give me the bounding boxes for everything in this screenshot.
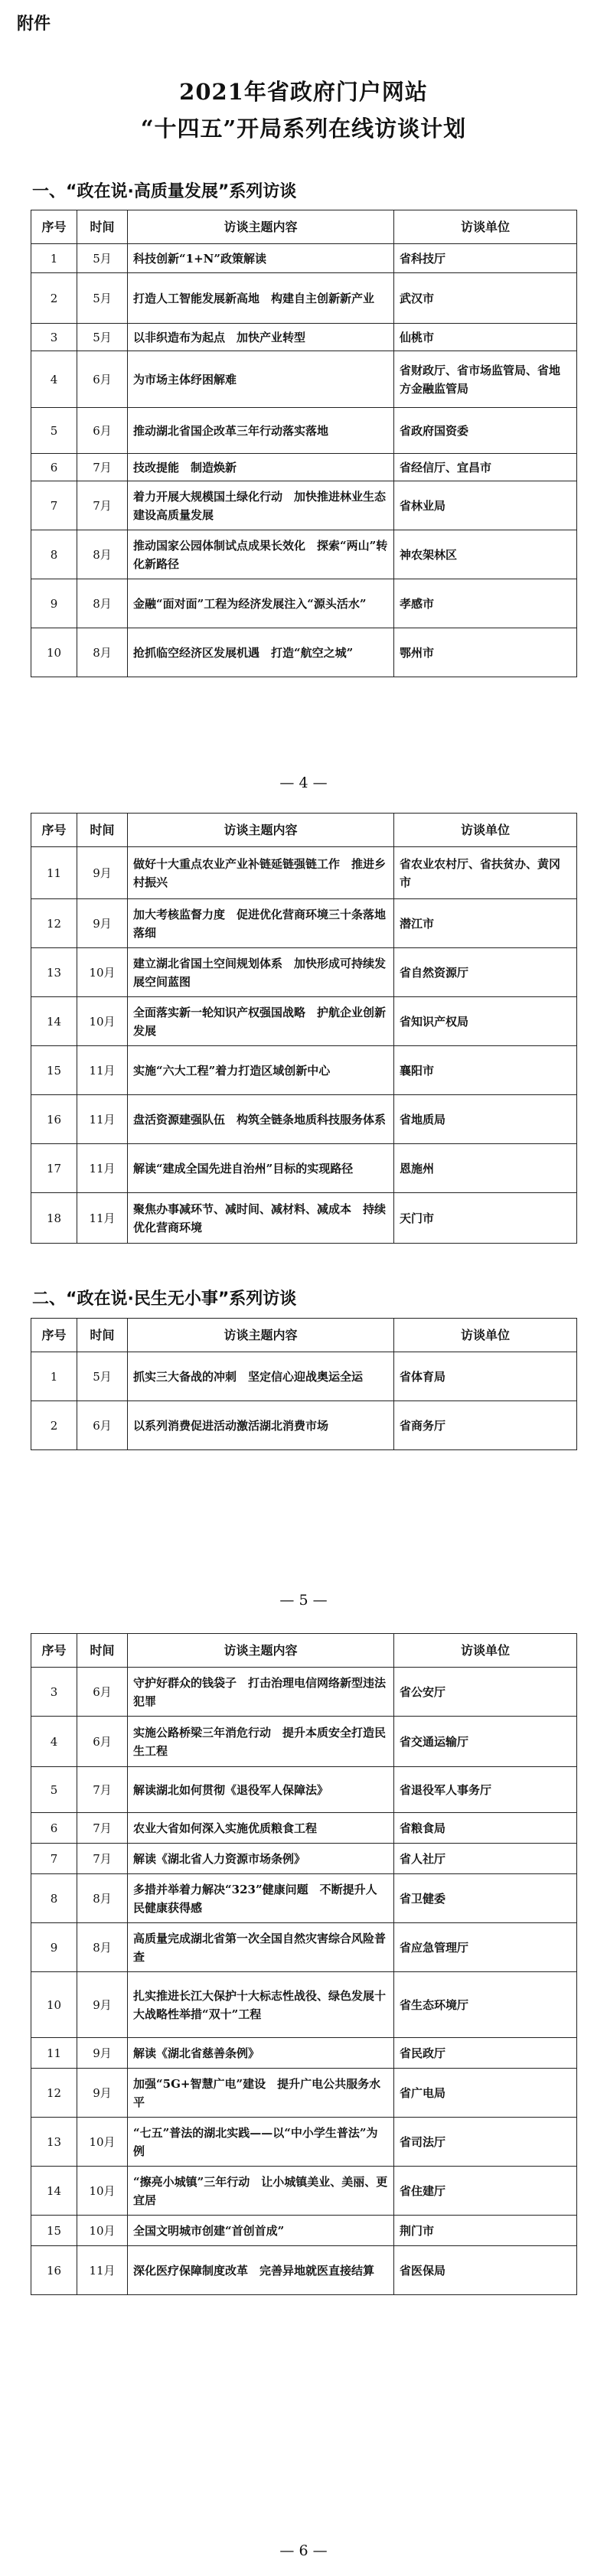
table-row xyxy=(31,1095,577,1144)
row-topic: 金融“面对面”工程为经济发展注入“源头活水” xyxy=(128,579,394,628)
table-row xyxy=(31,1401,577,1450)
row-time: 11月 xyxy=(77,1193,128,1244)
table-row xyxy=(31,1813,577,1844)
row-no: 4 xyxy=(31,1717,77,1767)
header-unit: 访谈单位 xyxy=(394,1319,577,1352)
table-row xyxy=(31,2167,577,2216)
row-topic: 加大考核监督力度 促进优化营商环境三十条落地落细 xyxy=(128,899,394,948)
row-no: 15 xyxy=(31,2216,77,2246)
row-time: 8月 xyxy=(77,530,128,579)
row-topic: 解读湖北如何贯彻《退役军人保障法》 xyxy=(128,1767,394,1813)
row-time: 9月 xyxy=(77,1972,128,2038)
row-topic: 实施公路桥梁三年消危行动 提升本质安全打造民生工程 xyxy=(128,1717,394,1767)
row-unit: 省体育局 xyxy=(394,1352,577,1401)
header-time: 时间 xyxy=(77,814,128,847)
table-row xyxy=(31,1923,577,1972)
row-no: 14 xyxy=(31,2167,77,2216)
row-no: 15 xyxy=(31,1046,77,1095)
page-number: — 6 — xyxy=(279,2542,328,2559)
row-unit: 恩施州 xyxy=(394,1144,577,1193)
row-topic: 解读《湖北省人力资源市场条例》 xyxy=(128,1844,394,1874)
table-row xyxy=(31,2069,577,2118)
schedule-table xyxy=(31,1318,577,1450)
row-unit: 鄂州市 xyxy=(394,628,577,677)
row-no: 12 xyxy=(31,899,77,948)
row-unit: 省公安厅 xyxy=(394,1668,577,1717)
header-time: 时间 xyxy=(77,1634,128,1668)
row-topic: 为市场主体纾困解难 xyxy=(128,351,394,408)
row-topic: 推动湖北省国企改革三年行动落实落地 xyxy=(128,408,394,454)
row-unit: 武汉市 xyxy=(394,273,577,324)
table-row xyxy=(31,324,577,351)
row-topic: 守护好群众的钱袋子 打击治理电信网络新型违法犯罪 xyxy=(128,1668,394,1717)
row-unit: 省退役军人事务厅 xyxy=(394,1767,577,1813)
table-row xyxy=(31,1193,577,1244)
row-no: 2 xyxy=(31,273,77,324)
header-no: 序号 xyxy=(31,210,77,244)
row-time: 8月 xyxy=(77,1874,128,1923)
row-no: 3 xyxy=(31,324,77,351)
row-topic: 高质量完成湖北省第一次全国自然灾害综合风险普查 xyxy=(128,1923,394,1972)
row-time: 6月 xyxy=(77,1717,128,1767)
row-unit: 省卫健委 xyxy=(394,1874,577,1923)
row-time: 9月 xyxy=(77,899,128,948)
table-row xyxy=(31,628,577,677)
row-unit: 省民政厅 xyxy=(394,2038,577,2069)
table-row xyxy=(31,2038,577,2069)
header-time: 时间 xyxy=(77,210,128,244)
row-no: 4 xyxy=(31,351,77,408)
row-unit: 省经信厅、宜昌市 xyxy=(394,454,577,481)
row-topic: 建立湖北省国土空间规划体系 加快形成可持续发展空间蓝图 xyxy=(128,948,394,997)
row-unit: 神农架林区 xyxy=(394,530,577,579)
header-topic: 访谈主题内容 xyxy=(128,1319,394,1352)
row-topic: 实施“六大工程”着力打造区域创新中心 xyxy=(128,1046,394,1095)
table-row xyxy=(31,1844,577,1874)
table-row xyxy=(31,481,577,530)
header-no: 序号 xyxy=(31,1634,77,1668)
row-time: 11月 xyxy=(77,1144,128,1193)
table-row xyxy=(31,1717,577,1767)
row-time: 7月 xyxy=(77,454,128,481)
row-no: 16 xyxy=(31,1095,77,1144)
table-row xyxy=(31,1352,577,1401)
schedule-table xyxy=(31,210,577,677)
table-row xyxy=(31,1668,577,1717)
row-time: 5月 xyxy=(77,244,128,273)
row-time: 5月 xyxy=(77,273,128,324)
row-unit: 省粮食局 xyxy=(394,1813,577,1844)
row-unit: 省政府国资委 xyxy=(394,408,577,454)
header-unit: 访谈单位 xyxy=(394,1634,577,1668)
header-time: 时间 xyxy=(77,1319,128,1352)
attachment-label: 附件 xyxy=(17,15,51,34)
table-row xyxy=(31,454,577,481)
row-unit: 省农业农村厅、省扶贫办、黄冈市 xyxy=(394,847,577,899)
table-row xyxy=(31,1972,577,2038)
row-unit: 省科技厅 xyxy=(394,244,577,273)
row-unit: 省自然资源厅 xyxy=(394,948,577,997)
row-no: 6 xyxy=(31,454,77,481)
row-no: 17 xyxy=(31,1144,77,1193)
row-topic: 解读“建成全国先进自治州”目标的实现路径 xyxy=(128,1144,394,1193)
row-topic: 扎实推进长江大保护十大标志性战役、绿色发展十大战略性举措“双十”工程 xyxy=(128,1972,394,2038)
row-time: 11月 xyxy=(77,1046,128,1095)
row-topic: 以非织造布为起点 加快产业转型 xyxy=(128,324,394,351)
row-time: 6月 xyxy=(77,1668,128,1717)
table-row xyxy=(31,899,577,948)
row-time: 10月 xyxy=(77,997,128,1046)
row-topic: 加强“5G+智慧广电”建设 提升广电公共服务水平 xyxy=(128,2069,394,2118)
header-topic: 访谈主题内容 xyxy=(128,814,394,847)
row-time: 7月 xyxy=(77,481,128,530)
schedule-table xyxy=(31,813,577,1244)
row-time: 7月 xyxy=(77,1813,128,1844)
row-unit: 省司法厅 xyxy=(394,2118,577,2167)
row-unit: 省人社厅 xyxy=(394,1844,577,1874)
row-time: 9月 xyxy=(77,2038,128,2069)
row-no: 7 xyxy=(31,1844,77,1874)
page-title-line2: “十四五”开局系列在线访谈计划 xyxy=(140,116,467,142)
row-time: 5月 xyxy=(77,1352,128,1401)
row-time: 11月 xyxy=(77,1095,128,1144)
table-row xyxy=(31,2246,577,2295)
row-topic: “擦亮小城镇”三年行动 让小城镇美业、美丽、更宜居 xyxy=(128,2167,394,2216)
table-row xyxy=(31,1874,577,1923)
table-header-row xyxy=(31,210,577,244)
row-time: 6月 xyxy=(77,351,128,408)
row-no: 8 xyxy=(31,530,77,579)
row-unit: 省财政厅、省市场监管局、省地方金融监管局 xyxy=(394,351,577,408)
row-unit: 省林业局 xyxy=(394,481,577,530)
row-time: 6月 xyxy=(77,408,128,454)
row-unit: 仙桃市 xyxy=(394,324,577,351)
row-topic: 全面落实新一轮知识产权强国战略 护航企业创新发展 xyxy=(128,997,394,1046)
section1-title: 一、“政在说·高质量发展”系列访谈 xyxy=(32,182,297,201)
header-unit: 访谈单位 xyxy=(394,814,577,847)
row-no: 14 xyxy=(31,997,77,1046)
table-row xyxy=(31,351,577,408)
row-topic: 做好十大重点农业产业补链延链强链工作 推进乡村振兴 xyxy=(128,847,394,899)
header-topic: 访谈主题内容 xyxy=(128,1634,394,1668)
row-topic: 科技创新“1+N”政策解读 xyxy=(128,244,394,273)
row-no: 9 xyxy=(31,1923,77,1972)
table-row xyxy=(31,579,577,628)
row-time: 9月 xyxy=(77,2069,128,2118)
table-header-row xyxy=(31,814,577,847)
page-number: — 5 — xyxy=(279,1592,328,1609)
row-unit: 省医保局 xyxy=(394,2246,577,2295)
table-row xyxy=(31,847,577,899)
row-no: 1 xyxy=(31,1352,77,1401)
row-no: 5 xyxy=(31,408,77,454)
row-time: 10月 xyxy=(77,2167,128,2216)
row-no: 3 xyxy=(31,1668,77,1717)
row-no: 7 xyxy=(31,481,77,530)
row-time: 7月 xyxy=(77,1767,128,1813)
table-row xyxy=(31,2118,577,2167)
row-no: 18 xyxy=(31,1193,77,1244)
row-topic: 以系列消费促进活动激活湖北消费市场 xyxy=(128,1401,394,1450)
table-row xyxy=(31,530,577,579)
table-row xyxy=(31,1046,577,1095)
row-unit: 襄阳市 xyxy=(394,1046,577,1095)
row-topic: 推动国家公园体制试点成果长效化 探索“两山”转化新路径 xyxy=(128,530,394,579)
table-header-row xyxy=(31,1319,577,1352)
header-no: 序号 xyxy=(31,1319,77,1352)
row-unit: 天门市 xyxy=(394,1193,577,1244)
row-topic: 着力开展大规模国土绿化行动 加快推进林业生态建设高质量发展 xyxy=(128,481,394,530)
row-time: 10月 xyxy=(77,2118,128,2167)
row-topic: 深化医疗保障制度改革 完善异地就医直接结算 xyxy=(128,2246,394,2295)
row-topic: 解读《湖北省慈善条例》 xyxy=(128,2038,394,2069)
row-topic: 技改提能 制造焕新 xyxy=(128,454,394,481)
page-title-line1: 2021年省政府门户网站 xyxy=(179,79,428,105)
table-header-row xyxy=(31,1634,577,1668)
row-time: 8月 xyxy=(77,628,128,677)
row-no: 10 xyxy=(31,628,77,677)
row-topic: 多措并举着力解决“323”健康问题 不断提升人民健康获得感 xyxy=(128,1874,394,1923)
row-time: 10月 xyxy=(77,2216,128,2246)
row-no: 1 xyxy=(31,244,77,273)
row-topic: 抓实三大备战的冲刺 坚定信心迎战奥运全运 xyxy=(128,1352,394,1401)
row-time: 9月 xyxy=(77,847,128,899)
row-unit: 荆门市 xyxy=(394,2216,577,2246)
row-time: 5月 xyxy=(77,324,128,351)
row-topic: 抢抓临空经济区发展机遇 打造“航空之城” xyxy=(128,628,394,677)
table-row xyxy=(31,997,577,1046)
header-unit: 访谈单位 xyxy=(394,210,577,244)
row-time: 7月 xyxy=(77,1844,128,1874)
row-unit: 省广电局 xyxy=(394,2069,577,2118)
row-no: 10 xyxy=(31,1972,77,2038)
row-topic: 盘活资源建强队伍 构筑全链条地质科技服务体系 xyxy=(128,1095,394,1144)
row-unit: 省应急管理厅 xyxy=(394,1923,577,1972)
row-time: 11月 xyxy=(77,2246,128,2295)
row-topic: 农业大省如何深入实施优质粮食工程 xyxy=(128,1813,394,1844)
row-topic: 聚焦办事减环节、减时间、减材料、减成本 持续优化营商环境 xyxy=(128,1193,394,1244)
row-unit: 省生态环境厅 xyxy=(394,1972,577,2038)
page-number: — 4 — xyxy=(279,774,328,791)
row-no: 9 xyxy=(31,579,77,628)
table-row xyxy=(31,408,577,454)
row-unit: 省商务厅 xyxy=(394,1401,577,1450)
row-unit: 省地质局 xyxy=(394,1095,577,1144)
table-row xyxy=(31,948,577,997)
row-no: 16 xyxy=(31,2246,77,2295)
row-unit: 省知识产权局 xyxy=(394,997,577,1046)
row-unit: 孝感市 xyxy=(394,579,577,628)
header-topic: 访谈主题内容 xyxy=(128,210,394,244)
row-no: 13 xyxy=(31,948,77,997)
row-topic: “七五”普法的湖北实践——以“中小学生普法”为例 xyxy=(128,2118,394,2167)
table-row xyxy=(31,1144,577,1193)
row-time: 10月 xyxy=(77,948,128,997)
row-no: 8 xyxy=(31,1874,77,1923)
row-time: 6月 xyxy=(77,1401,128,1450)
row-no: 12 xyxy=(31,2069,77,2118)
row-unit: 省交通运输厅 xyxy=(394,1717,577,1767)
table-row xyxy=(31,1767,577,1813)
row-no: 2 xyxy=(31,1401,77,1450)
row-time: 8月 xyxy=(77,1923,128,1972)
row-no: 5 xyxy=(31,1767,77,1813)
table-row xyxy=(31,2216,577,2246)
row-no: 11 xyxy=(31,2038,77,2069)
row-topic: 全国文明城市创建“首创首成” xyxy=(128,2216,394,2246)
table-row xyxy=(31,244,577,273)
row-no: 13 xyxy=(31,2118,77,2167)
section2-title: 二、“政在说·民生无小事”系列访谈 xyxy=(32,1290,297,1309)
schedule-table xyxy=(31,1633,577,2295)
row-unit: 潜江市 xyxy=(394,899,577,948)
header-no: 序号 xyxy=(31,814,77,847)
row-no: 6 xyxy=(31,1813,77,1844)
table-row xyxy=(31,273,577,324)
row-unit: 省住建厅 xyxy=(394,2167,577,2216)
row-time: 8月 xyxy=(77,579,128,628)
row-no: 11 xyxy=(31,847,77,899)
row-topic: 打造人工智能发展新高地 构建自主创新新产业 xyxy=(128,273,394,324)
